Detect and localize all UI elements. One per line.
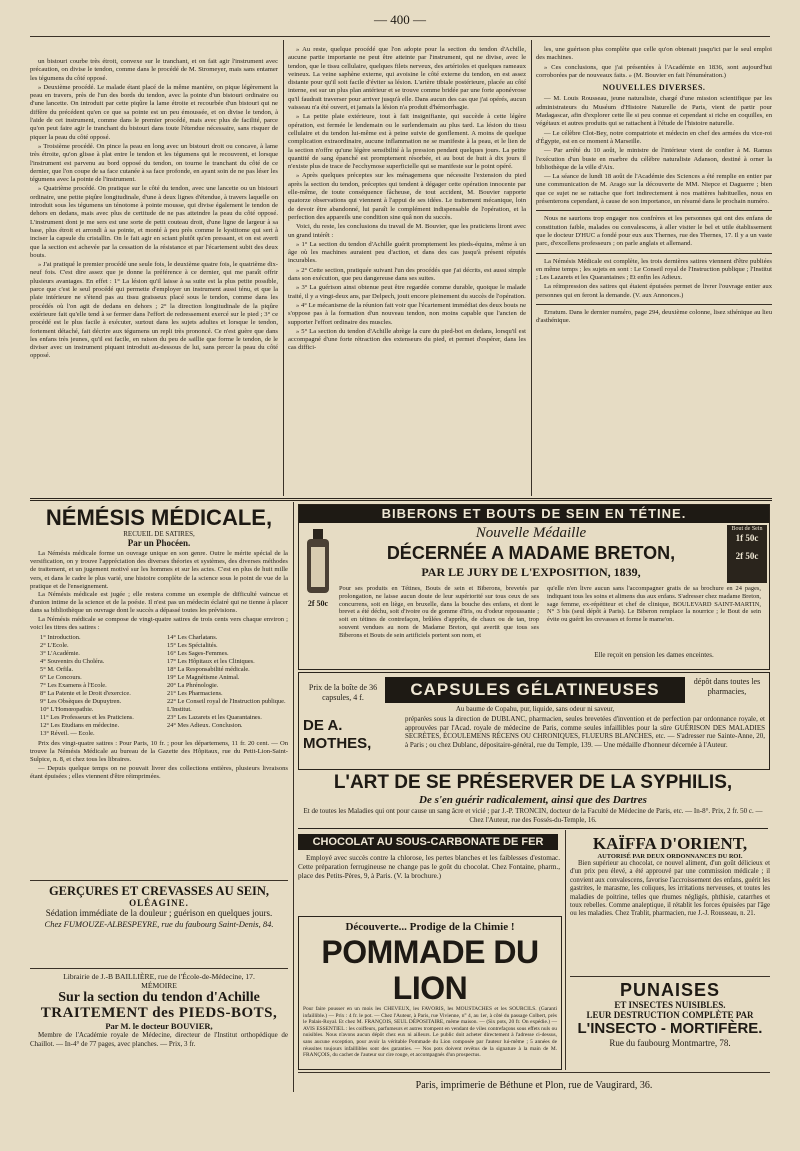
list-item: 11° Les Professeurs et les Praticiens. <box>40 714 134 722</box>
satire-list-right <box>167 634 288 738</box>
list-item: 7° Les Examens à l'Ecole. <box>40 682 107 690</box>
article-paragraph: » 1° La section du tendon d'Achille guérit promptement les pieds-équins, même à un âge où les machines auraient peu d'action, et dans des cas jusqu'à présent réputés incurables. <box>288 240 526 265</box>
list-item: 4° Souvenirs du Choléra. <box>40 658 105 666</box>
list-item: 12° Les Etudians en médecine. <box>40 722 120 730</box>
list-item: 24° Mes Adieux. Conclusion. <box>167 722 243 730</box>
footer-rule <box>298 1072 770 1073</box>
list-item: 9° Les Obsèques de Dupuytren. <box>40 698 122 706</box>
ad-column-divider <box>565 830 566 1070</box>
article-column-2 <box>288 46 526 494</box>
punaises-title: PUNAISES <box>619 980 721 1000</box>
kaiffa-title: KAÏFFA D'ORIENT, <box>592 834 748 853</box>
list-item: 18° La Responsabilité médicale. <box>167 666 250 674</box>
article-paragraph: » Quatrième procédé. On pratique sur le côté du tendon, avec une lancette ou un bistouri ordinaire, une petite piqûre longitudinale, d'une à deux lignes d'étendue, à travers laquelle on introduit sous les tégumens un ténotome à pointe mousse, qui divise également le tendon de dehors en dedans, mais avec plus de certitude de ne pas atteindre la peau du côté opposé. L'instrument dont je me sers est une sorte de petit couteau droit, d'une ligne de largeur à sa base, plus étroit et arrondi à sa pointe, et monté à peu près comme le kystitome qui sert à inciser la capsule du cristallin. On le fait agir en sciant plutôt qu'en pressant, et on est averti que la section est achevée par la cessation de la résistance et par l'écartement subit des deux bouts. <box>30 185 278 259</box>
news-heading: NOUVELLES DIVERSES. <box>602 83 706 93</box>
gercures-address: Chez FUMOUZE-ALBESPEYRE, rue du faubourg Saint-Denis, 84. <box>44 919 274 929</box>
capsules-brand: DE A. MOTHES, <box>303 717 372 752</box>
list-item: 16° Les Sages-Femmes. <box>167 650 229 658</box>
biberons-ad <box>298 504 770 670</box>
biberons-text-left: Pour ses produits en Tétines, Bouts de sein et Biberons, brevetés par prolongation, ne laisse aucun doute de leur supériorité sur tous ceux de ses concurrens, soit en liège, en bruxelle, dans la bouche des enfans, et dont le brevet a été déchu, soit d'ivoire ou de gomme d'Iris, ou d'odeur repoussante ; soit en tétines de contrefaçon, brûlées d'apprêts, de chaux ou de tan, trop souvent vendues au nom de Madame Breton, qui avertit que tous ses Biberons et Bouts de sein artificiels portent son nom, et <box>339 585 539 639</box>
traitement-title-1: Sur la section du tendon d'Achille <box>58 990 260 1005</box>
list-item: 15° Les Spécialités. <box>167 642 218 650</box>
traitement-desc: Membre de l'Académie royale de Médecine, directeur de l'Institut orthopédique de Chaillot. — In-4° de 77 pages, avec planches. — Prix, 3 fr. <box>30 1031 288 1048</box>
nemesis-title: NÉMÉSIS MÉDICALE, <box>45 506 273 530</box>
price-top-label: Bout de Sein <box>731 526 763 532</box>
chocolat-ad <box>298 834 560 914</box>
article-paragraph: » Après quelques préceptes sur les ménagemens que nécessite l'extension du pied après la section du tendon, préceptes qui tendent à dégager cette opération innocente par elle-même, de toute conséquence fâcheuse, de tout accident, M. Bouvier rapporte quatorze observations qui viennent à l'appui de ses idées. Le traitement mécanique, loin de devoir être abandonné, lui paraît le complément indispensable de l'opération, et la perfection des appareils une condition sine quâ non du succès. <box>288 172 526 221</box>
biberons-note: Elle reçoit en pension les dames enceintes. <box>594 651 714 659</box>
price-box <box>727 525 767 583</box>
column-divider <box>531 40 532 496</box>
article-paragraph: les, une guérison plus complète que celle qu'on obtenait jusqu'ici par le seul emploi des machines. <box>536 46 772 62</box>
list-item: 8° La Patente et le Droit d'exercice. <box>40 690 131 698</box>
nemesis-paragraph: — Depuis quelque temps on ne pouvait livrer des collections entières, plusieurs livraisons étant épuisées ; elles viennent d'être réimprimées. <box>30 764 288 780</box>
price-left: 2f 50c <box>307 599 329 608</box>
news-nemesis-note: La Némésis Médicale est complète, les trois dernières satires viennent d'être publiées en même temps ; les sujets en sont : Le Conseil royal de l'Instruction publique ; l'Institut ; Les Lazarets et les Quarantaines ; Et enfin les Adieux. <box>536 257 772 282</box>
column-divider <box>283 40 284 496</box>
ad-divider <box>30 880 288 881</box>
list-item: 14° Les Charlatans. <box>167 634 218 642</box>
article-paragraph: Voici, du reste, les conclusions du travail de M. Bouvier, que les praticiens liront avec un grand intérêt : <box>288 223 526 239</box>
pommade-text: Pour faire pousser en un mois les CHEVEUX, les FAVORIS, les MOUSTACHES et les SOURCILS. (Garanti infaillible.) — Prix : 4 fr. le pot. — Chez l'Auteur, à Paris, rue Vivienne, n° 4, au 1er, à côté du passage Colbert, près le Palais-Royal. Et chez M. FRANÇOIS, SEUL DÉPOSITAIRE, même maison. — (Six pots, 20 fr. On expédie.) — AVIS ESSENTIEL : les coiffeurs, parfumeurs et autres trompent en vendant de viles contrefaçons sous effets nuls ou nuisibles. Nous n'avons aucun dépôt chez eux ni ailleurs. Le public doit acheter directement à l'adresse ci-dessus, sans aucune exception, pour avoir la véritable Pommade du Lion composée par l'auteur lui-même ; 5 années de réussites toujours infaillibles sont des garanties. — Nos pots doivent revêtus de la signature à la main de M. FRANÇOIS, du cachet de l'auteur sur cire rouge, et accompagnés d'un prospectus. <box>303 1006 557 1059</box>
article-paragraph: » Troisième procédé. On pince la peau en long avec un bistouri droit ou concave, à lame très étroite, qu'on glisse à plat entre le tendon et les tégumens qui le recouvrent, et lorsque l'instrument est parvenu au bord opposé du tendon, on tourne le tranchant du côté de ce dernier, que l'on coupe de sa face cutanée à sa face profonde, en ayant soin de ne pas léser les tégumens avec la pointe de l'instrument. <box>30 142 278 184</box>
erratum: Erratum. Dans le dernier numéro, page 294, deuxième colonne, lisez sthénique au lieu d'asthénique. <box>536 309 772 325</box>
news-item: — Par arrêté du 10 août, le ministre de l'intérieur vient de confier à M. Ramus l'exécution d'un buste en marbre du célèbre naturaliste Adanson, destiné à orner la bibliothèque de la ville d'Aix. <box>536 147 772 171</box>
list-item: 2° L'Ecole. <box>40 642 69 650</box>
capsules-depot: dépôt dans toutes les pharmacies, <box>693 677 761 696</box>
list-item: 13° Réveil. — Ecole. <box>40 730 95 738</box>
pommade-title: POMMADE DU LION <box>321 934 539 1006</box>
kaiffa-subtitle: AUTORISÉ PAR DEUX ORDONNANCES DU ROI. <box>597 853 743 860</box>
biberons-text-right: qu'elle n'en livre aucun sans l'accompagner gratis de sa brochure en 24 pages, indiquant tous les soins et alimens dus aux enfans. S'adresser chez madame Breton, sage femme, ex-répétiteur et chef de clinique, BOULEVARD SAINT-MARTIN, N° 3 bis (seul dépôt à Paris). Le Biberon remplace la nourrice ; le Bout de sein évite ou guérit les crevasses et forme le mame'on. <box>547 585 761 624</box>
syphilis-subtitle: De s'en guérir radicalement, ainsi que des Dartres <box>419 794 647 806</box>
kaiffa-ad <box>570 834 770 974</box>
nemesis-paragraph: La Némésis médicale forme un ouvrage unique en son genre. Outre le mérite spécial de la versification, on y trouve l'appréciation des diverses théories et systèmes, des diverses méthodes de traitement, et un jugement motivé sur les hommes et sur les actes. C'est en plus de huit mille vers, et dans le cadre le plus varié, une histoire complète de la science sous le point de vue de la pratique et de l'enseignement. <box>30 550 288 590</box>
gercures-ad <box>30 884 288 966</box>
list-item: 3° L'Académie. <box>40 650 80 658</box>
section-divider <box>30 498 772 501</box>
list-item: 10° L'Homœopathie. <box>40 706 94 714</box>
chocolat-text: Employé avec succès contre la chlorose, les pertes blanches et les faiblesses d'estomac. Cette préparation ferrugineuse ne change pas le goût du chocolat. Chez Fontaine, pharm., place des Petits-Pères, 9, à Paris. (V. la brochure.) <box>298 854 560 880</box>
punaises-address: Rue du faubourg Montmartre, 78. <box>609 1038 731 1048</box>
news-item: — La séance de lundi 18 août de l'Académie des Sciences a été remplie en entier par une communication de M. Arago sur la découverte de MM. Niepce et Daguerre ; bien que ce sujet ne se rattache que fort indirectement à nos matières habituelles, nous en présenterons cependant, à cause de son importance, un résumé dans le prochain numéro. <box>536 173 772 206</box>
article-paragraph: » 2° Cette section, pratiquée suivant l'un des procédés que j'ai décrits, est aussi simple dans son exécution, que peu dangereuse dans ses suites. <box>288 266 526 283</box>
satire-list <box>40 634 288 738</box>
nemesis-author: Par un Phocéen. <box>127 538 191 548</box>
pommade-ad <box>298 916 562 1070</box>
gercures-line: Sédation immédiate de la douleur ; guérison en quelques jours. <box>45 908 273 918</box>
price-right: 2f 50c <box>735 551 759 561</box>
news-item: — M. Louis Rousseau, jeune naturaliste, chargé d'une mission scientifique par les administrateurs du Muséum d'Histoire Naturelle de Paris, vient de partir pour Madagascar, afin d'explorer cette île si peu connue et cependant si riche en coquilles, en végétaux et autres produits qui se rattachent à l'étude de l'histoire naturelle. <box>536 95 772 128</box>
punaises-line-1: LEUR DESTRUCTION COMPLÈTE PAR <box>586 1010 754 1020</box>
punaises-ad <box>570 980 770 1068</box>
gercures-title: GERÇURES ET CREVASSES AU SEIN, <box>48 884 270 898</box>
article-paragraph: » Deuxième procédé. Le malade étant placé de la même manière, on pique légèrement la peau en travers, près de l'un des bords du tendon, avec la pointe d'un bistouri ordinaire ou d'une lancette. On introduit par cette piqûre la lame étroite et recourbée d'un bistouri qui ne diffère du précédent qu'en ce que sa pointe est un peu émoussée, et on divise le tendon, à l'aide de cet instrument, comme dans le premier procédé, mais avec plus de facilité, parce qu'on peut faire agir le tranchant du bistouri dans toute l'étendue nécessaire, sans risquer de piquer la peau du côté opposé. <box>30 83 278 141</box>
nemesis-paragraph: La Némésis médicale se compose de vingt-quatre satires de trois cents vers chaque environ ; voici les titres des satires : <box>30 615 288 631</box>
article-paragraph: » La petite plaie extérieure, tout à fait insignifiante, qui succède à cette légère opération, est fermée le lendemain ou le surlendemain au plus tard. La lésion du tissu cellulaire et du tendon lui-même est à peine suivie de gonflement. A moins de quelque complication extraordinaire, aucune inflammation ne se manifeste à la peau, et le lien de la section n'offre qu'une légère sensibilité à la pression pendant quelques jours. La petite quantité de sang épanché est promptement résorbée, et au bout de huit à dix jours il n'existe plus de trace de l'ecchymose superficielle qui se manifeste sur le point opéré. <box>288 113 526 171</box>
traitement-publisher: Librairie de J.-B BAILLIÈRE, rue de l'École-de-Médecine, 17. <box>63 972 255 981</box>
syphilis-text: Et de toutes les Maladies qui ont pour cause un sang âcre et vicié ; par J.-P. TRONCIN, docteur de la Faculté de Médecine de Paris, etc. — In-8°. Prix, 2 fr. 50 c. — Chez l'Auteur, rue des Fossés-du-Temple, 16. <box>303 807 763 824</box>
ad-divider <box>30 968 288 969</box>
kaiffa-text: Bien supérieur au chocolat, ce nouvel aliment, d'un goût délicieux et d'un prix peu élevé, a été approuvé par une commission médicale ; il convient aux convalescens, favorise l'accroissement des enfans, guérit les gastrites, le marasme, les coliques, les irritations nerveuses, et toutes les maladies de poitrine, telles que rhumes négligés, phthisie, catarrhes et toux rebelles. Comme analeptique, il rétablit les forces épuisées par l'âge ou les maladies. Chez Trablit, pharmacien, rue J.-J. Rousseau, n. 21. <box>570 860 770 918</box>
nemesis-subtitle: RECUEIL DE SATIRES, <box>123 530 195 538</box>
article-column-1 <box>30 58 278 494</box>
news-reprint: La réimpression des satires qui étaient épuisées permet de livrer l'ouvrage entier aux personnes qui en feront la demande. (V. aux Annonces.) <box>536 283 772 299</box>
bottle-icon <box>303 527 333 597</box>
traitement-author: Par M. le docteur BOUVIER, <box>105 1021 213 1031</box>
satire-list-left <box>40 634 161 738</box>
top-rule <box>30 36 770 37</box>
syphilis-title: L'ART DE SE PRÉSERVER DE LA SYPHILIS, <box>333 772 733 793</box>
capsules-title: CAPSULES GÉLATINEUSES <box>385 677 685 703</box>
gercures-subtitle: OLÉAGINE. <box>129 898 189 908</box>
news-notice: Nous ne saurions trop engager nos confrères et les personnes qui ont des enfans de constitution faible, malades ou convalescens, à aller visiter le bel et utile établissement que le docteur D'HUC a fondé pour eux aux Thernes, rue des Thernes, 17. Il y a un vaste parc, d'excellens professeurs ; on parle anglais et allemand. <box>536 215 772 248</box>
nemesis-paragraph: La Némésis médicale est jugée ; elle restera comme un exemple de difficulté vaincue et d'union intime de la science et de la poésie. Il n'est pas un médecin éclairé qui ne tienne à placer dans sa bibliothèque un ouvrage dont le succès a dépassé toutes les prévisions. <box>30 591 288 615</box>
medal-line-3: PAR LE JURY DE L'EXPOSITION, 1839, <box>421 565 641 579</box>
list-item: 20° La Phrénologie. <box>167 682 219 690</box>
price-top-value: 1f 50c <box>735 533 759 543</box>
list-item: 19° Le Magnétisme Animal. <box>167 674 240 682</box>
punaises-line-2: L'INSECTO - MORTIFÈRE. <box>577 1020 763 1037</box>
traitement-ad <box>30 972 288 1062</box>
biberons-banner: BIBERONS ET BOUTS DE SEIN EN TÉTINE. <box>299 505 769 523</box>
printer-line: Paris, imprimerie de Béthune et Plon, rue de Vaugirard, 36. <box>415 1080 653 1091</box>
ad-column-divider <box>293 502 294 1092</box>
nemesis-paragraph: Prix des vingt-quatre satires : Pour Paris, 10 fr. ; pour les départemens, 11 fr. 20 cent. — On trouve la Némésis Médicale au bureau de la Gazette des Hôpitaux, rue du Petit-Lion-Saint-Sulpice, n. 8, et chez tous les libraires. <box>30 740 288 764</box>
list-item: 22° Le Conseil royal de l'Instruction publique. L'Institut. <box>167 698 286 714</box>
article-paragraph: » 3° La guérison ainsi obtenue peut être regardée comme durable, quoique le malade traité, il y a vingt-deux ans, par Delpech, jouit encore pleinement du succès de l'opération. <box>288 284 526 300</box>
list-item: 21° Les Pharmaciens. <box>167 690 223 698</box>
traitement-title-2: TRAITEMENT des PIEDS-BOTS, <box>40 1005 278 1021</box>
capsules-line: Au baume de Copahu, pur, liquide, sans odeur ni saveur, <box>455 705 615 713</box>
capsules-text: préparées sous la direction de DUBLANC, pharmacien, seules brevetées d'invention et de perfection par ordonnance royale, et approuvées par l'Acad. royale de médecine de Paris, comme seules infaillibles pour la sûre GUÉRISON DES MALADIES SECRÈTES, ÉCOULEMENS RÉCENS OU CHRONIQUES, FLUEURS BLANCHES, etc. — S'adresser rue Sainte-Anne, 20, à Paris ; ou chez Dublanc, dépositaire-général, rue du Temple, 139. — Une médaille d'honneur décernée à l'Auteur. <box>405 715 765 749</box>
list-item: 1° Introduction. <box>40 634 81 642</box>
syphilis-ad <box>298 772 768 829</box>
medal-line-2: DÉCERNÉE A MADAME BRETON, <box>386 543 676 563</box>
punaises-subtitle: ET INSECTES NUISIBLES. <box>614 1000 726 1010</box>
traitement-kind: MÉMOIRE <box>141 981 177 990</box>
article-paragraph: » Au reste, quelque procédé que l'on adopte pour la section du tendon d'Achille, aucune partie importante ne peut être atteinte par l'instrument, qui ne divise, avec le tendon, que le tissu cellulaire, quelques filets nerveux, des artérioles et quelques rameaux veineux. La veine saphène externe, qui avoisine le côté externe du tendon, en est assez distante pour qu'il soit facile d'éviter sa lésion. L'artère tibiale postérieure, placée au côté interne, est sur un plus plan antérieur et se trouve comme bridée par une forte aponévrose qu'il faudrait traverser pour arriver jusqu'à elle. Dans aucun des cas que j'ai opérés, aucun vaisseau n'a été ouvert, et jamais la lésion n'a produit d'hémorrhagie. <box>288 46 526 112</box>
ad-divider <box>570 976 770 977</box>
capsules-ad <box>298 672 770 770</box>
page-number: — 400 — <box>374 12 426 27</box>
article-paragraph: » 4° Le mécanisme de la réunion fait voir que l'écartement immédiat des deux bouts ne s'oppose pas à la formation d'un nouveau tendon, non moins capable que l'ancien de supporter l'effort ordinaire des muscles. <box>288 301 526 326</box>
article-column-3 <box>536 46 772 494</box>
article-paragraph: » J'ai pratiqué le premier procédé une seule fois, le deuxième quatre fois, le quatrième dix-neuf fois. C'est dire assez que je donne la préférence à ce dernier, qui me paraît offrir plusieurs avantages. En effet : 1° La lésion qu'il laisse à sa suite est la plus petite possible, parce que c'est le seul procédé qui permette d'employer un instrument aussi ténu, et que la plaie intérieure ne s'étend pas au tissu graisseux placé sous le tendon, comme dans les procédés où l'on agit de dedans en dehors ; 2° la direction longitudinale de la piqûre extérieure fait qu'elle tend à se fermer dans l'effort de redressement exercé sur le pied ; 3° ce procédé est le plus facile à exécuter, surtout dans les sujets adultes et lorsque le tendon, fortement détaché, fait décrire aux tégumens un repli très prononcé. Ce n'est guère que dans les enfans très jeunes, qu'il est facile, en raison du peu de saillie que forme le tendon, de le diviser avec un instrument piquant introduit au-dessous de lui, sans percer la peau du côté opposé. <box>30 261 278 360</box>
article-paragraph: » 5° La section du tendon d'Achille abrège la cure du pied-bot en dedans, lorsqu'il est accompagné d'une forte rétraction des extenseurs du pied, et permet d'espérer, dans les cas diffici- <box>288 327 526 352</box>
pommade-intro: Découverte... Prodige de la Chimie ! <box>345 921 515 933</box>
list-item: 23° Les Lazarets et les Quarantaines. <box>167 714 262 722</box>
list-item: 6° Le Concours. <box>40 674 82 682</box>
medal-line-1: Nouvelle Médaille <box>475 525 587 541</box>
list-item: 5° M. Orfila. <box>40 666 74 674</box>
article-paragraph: un bistouri courbe très étroit, convexe sur le tranchant, et on fait agir l'instrument avec précaution, on divise le tendon, comme dans le procédé de M. Stromeyer, mais sans entamer les tégumens du côté opposé. <box>30 58 278 82</box>
news-item: — Le célèbre Clot-Bey, notre compatriote et médecin en chef des armées du vice-roi d'Égypte, est en ce moment à Marseille. <box>536 129 772 145</box>
article-paragraph: » Ces conclusions, que j'ai présentées à l'Académie en 1836, sont aujourd'hui corroborées par de nouveaux faits. » (M. Bouvier en fait l'énumération.) <box>536 63 772 79</box>
capsules-price: Prix de la boîte de 36 capsules, 4 f. <box>308 683 378 702</box>
list-item: 17° Les Hôpitaux et les Cliniques. <box>167 658 255 666</box>
chocolat-title: CHOCOLAT AU SOUS-CARBONATE DE FER <box>298 834 558 850</box>
nemesis-ad <box>30 506 288 878</box>
